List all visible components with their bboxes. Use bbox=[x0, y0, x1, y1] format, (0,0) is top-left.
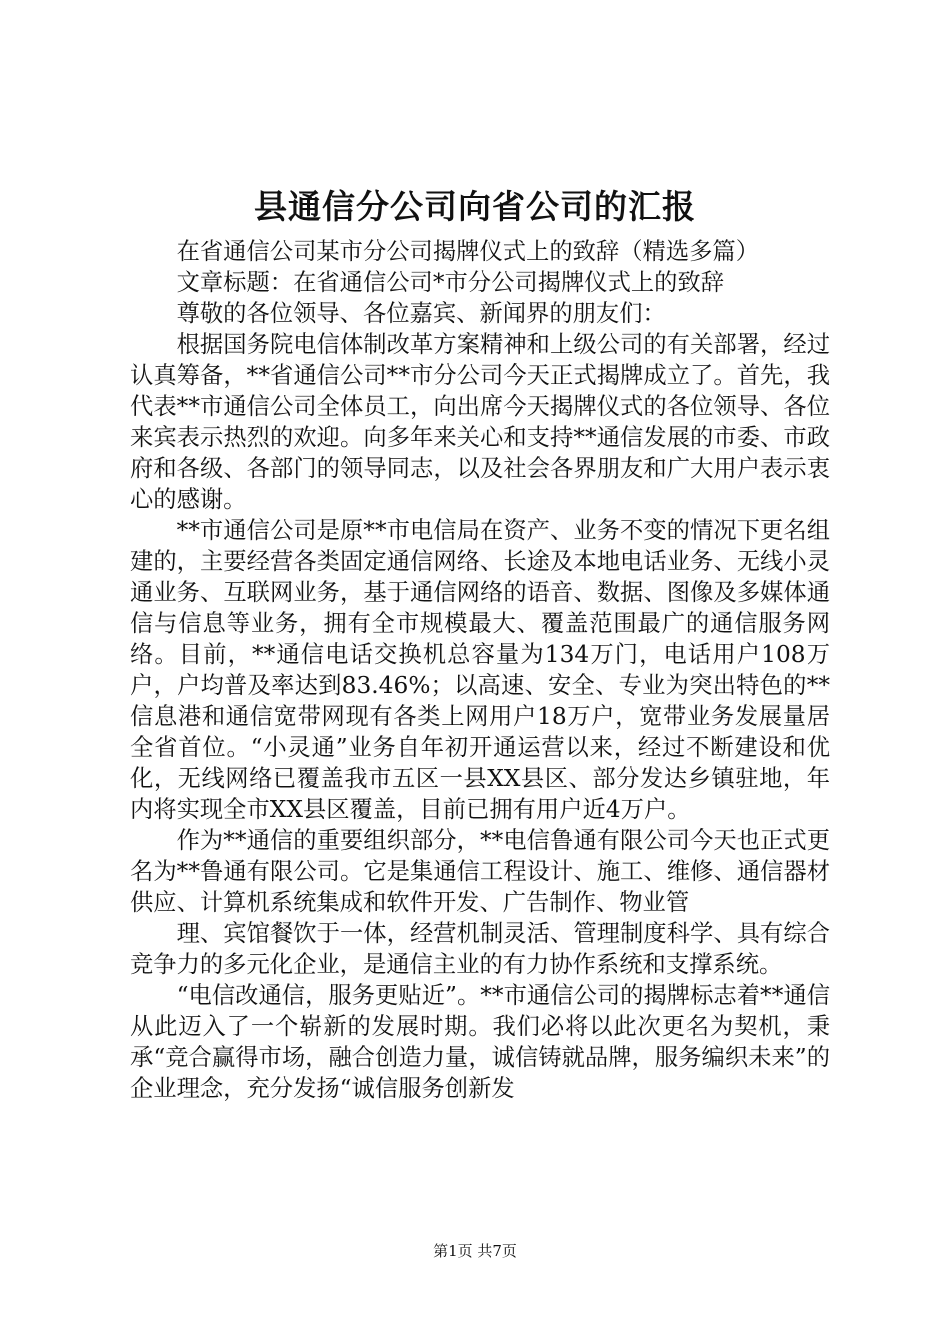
body-paragraph: 理、宾馆餐饮于一体，经营机制灵活、管理制度科学、具有综合竞争力的多元化企业，是通信主业的有力协作系统和支撑系统。 bbox=[130, 920, 830, 978]
article-title-line: 文章标题：在省通信公司*市分公司揭牌仪式上的致辞 bbox=[176, 269, 725, 296]
salutation: 尊敬的各位领导、各位嘉宾、新闻界的朋友们： bbox=[176, 300, 666, 327]
body-paragraph: **市通信公司是原**市电信局在资产、业务不变的情况下更名组建的，主要经营各类固定通信网络、长途及本地电话业务、无线小灵通业务、互联网业务，基于通信网络的语音、数据、图像及多媒体通信与信息等业务，拥有全市规模最大、覆盖范围最广的通信服务网络。目前，**通信电话交换机总容量为134万门，电话用户108万户，户均普及率达到83.46%；以高速、安全、专业为突出特色的**信息港和通信宽带网现有各类上网用户18万户，宽带业务发展量居全省首位。“小灵通”业务自年初开通运营以来，经过不断建设和优化，无线网络已覆盖我市五区一县XX县区、部分发达乡镇驻地，年内将实现全市XX县区覆盖，目前已拥有用户近4万户。 bbox=[130, 517, 830, 823]
body-paragraph: 根据国务院电信体制改革方案精神和上级公司的有关部署，经过认真筹备，**省通信公司**市分公司今天正式揭牌成立了。首先，我代表**市通信公司全体员工，向出席今天揭牌仪式的各位领导、各位来宾表示热烈的欢迎。向多年来关心和支持**通信发展的市委、市政府和各级、各部门的领导同志，以及社会各界朋友和广大用户表示衷心的感谢。 bbox=[130, 331, 830, 513]
document-title: 县通信分公司向省公司的汇报 bbox=[254, 187, 696, 226]
body-paragraph: “电信改通信，服务更贴近”。**市通信公司的揭牌标志着**通信从此迈入了一个崭新的发展时期。我们必将以此次更名为契机，秉承“竞合赢得市场，融合创造力量，诚信铸就品牌，服务编织未来”的企业理念，充分发扬“诚信服务创新发 bbox=[130, 982, 830, 1102]
page-number-footer: 第1页 共7页 bbox=[433, 1242, 517, 1260]
document-body bbox=[130, 236, 830, 1104]
subtitle-line: 在省通信公司某市分公司揭牌仪式上的致辞（精选多篇） bbox=[176, 238, 760, 265]
body-paragraph: 作为**通信的重要组织部分，**电信鲁通有限公司今天也正式更名为**鲁通有限公司。它是集通信工程设计、施工、维修、通信器材供应、计算机系统集成和软件开发、广告制作、物业管 bbox=[130, 827, 830, 916]
